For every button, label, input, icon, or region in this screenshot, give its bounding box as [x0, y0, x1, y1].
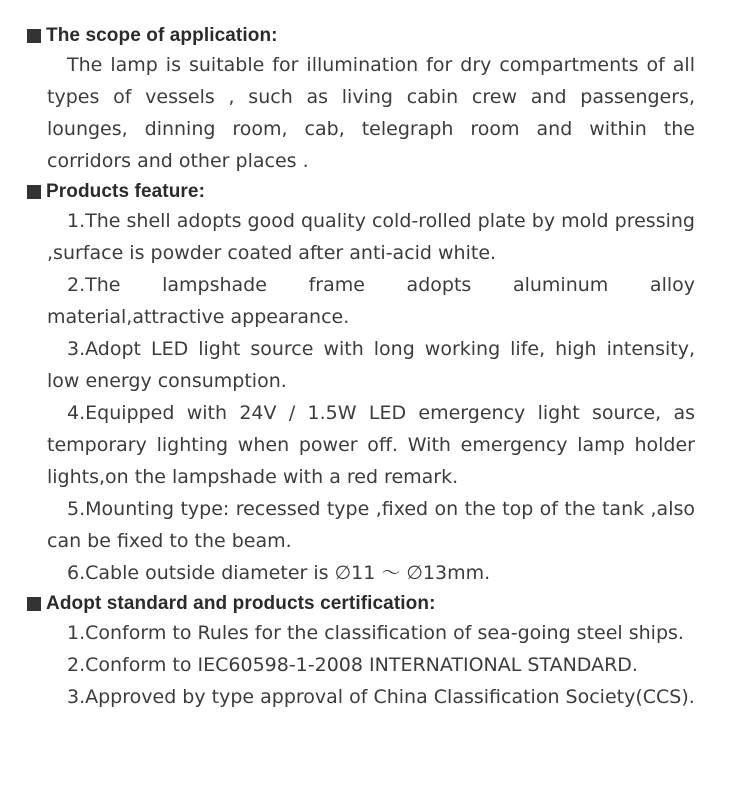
section-text	[47, 49, 695, 177]
section-text	[47, 617, 695, 713]
paragraph: 4.Equipped with 24V / 1.5W LED emergency light source, as temporary lighting when power off. With emergency lamp holder lights,on the lampshade with a red remark.	[47, 402, 695, 488]
document-body	[27, 23, 695, 713]
section-heading-text: The scope of application:	[46, 25, 278, 46]
paragraph: 5.Mounting type: recessed type ,fixed on the top of the tank ,also can be fixed to the beam.	[47, 498, 695, 552]
section-scope	[27, 23, 695, 177]
section-standards	[27, 591, 695, 713]
square-bullet-icon	[27, 597, 41, 611]
paragraph: 3.Adopt LED light source with long working life, high intensity, low energy consumption.	[47, 338, 695, 392]
section-heading	[27, 591, 695, 617]
paragraph: 1.The shell adopts good quality cold-rolled plate by mold pressing ,surface is powder coated after anti-acid white.	[47, 210, 695, 264]
section-heading	[27, 23, 695, 49]
square-bullet-icon	[27, 185, 41, 199]
section-heading	[27, 179, 695, 205]
paragraph: 1.Conform to Rules for the classification of sea-going steel ships.	[67, 622, 684, 644]
paragraph: 6.Cable outside diameter is ∅11 ～ ∅13mm.	[67, 562, 491, 584]
paragraph: The lamp is suitable for illumination for dry compartments of all types of vessels , such as living cabin crew and passengers, lounges, dinning room, cab, telegraph room and within the corridors and other places .	[47, 54, 695, 172]
paragraph: 3.Approved by type approval of China Classification Society(CCS).	[67, 686, 695, 708]
square-bullet-icon	[27, 29, 41, 43]
section-features	[27, 179, 695, 589]
section-heading-text: Adopt standard and products certification:	[46, 593, 436, 614]
paragraph: 2.Conform to IEC60598-1-2008 INTERNATIONAL STANDARD.	[67, 654, 638, 676]
paragraph: 2.The lampshade frame adopts aluminum alloy material,attractive appearance.	[47, 274, 695, 328]
section-text	[47, 205, 695, 589]
section-heading-text: Products feature:	[46, 181, 206, 202]
